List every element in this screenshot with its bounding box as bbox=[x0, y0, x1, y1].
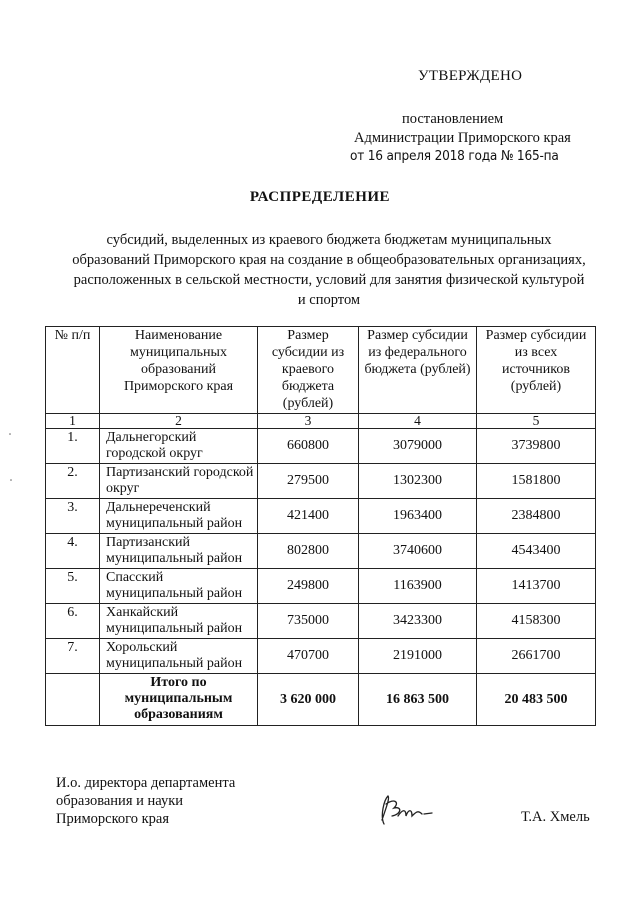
regional-amount: 279500 bbox=[258, 464, 359, 499]
regional-amount: 421400 bbox=[258, 499, 359, 534]
subsidy-distribution-table bbox=[45, 326, 596, 726]
regional-amount: 470700 bbox=[258, 639, 359, 674]
subtitle-line: расположенных в сельской местности, условий для занятия физической культурой bbox=[73, 272, 585, 288]
row-number: 1. bbox=[46, 429, 100, 464]
federal-amount: 1302300 bbox=[359, 464, 477, 499]
municipality-name: Дальнегорский городской округ bbox=[100, 429, 258, 464]
subtitle-line: и спортом bbox=[297, 292, 361, 308]
table-row bbox=[46, 569, 596, 604]
header-municipality-label: Наименование муниципальных образований Приморского края bbox=[123, 328, 234, 394]
subtitle-line: субсидий, выделенных из краевого бюджета бюджетам муниципальных bbox=[106, 232, 552, 248]
federal-amount: 3423300 bbox=[359, 604, 477, 639]
municipality-name: Хорольский муниципальный район bbox=[100, 639, 258, 674]
total-amount: 4158300 bbox=[477, 604, 596, 639]
row-number: 2. bbox=[46, 464, 100, 499]
table-row bbox=[46, 604, 596, 639]
header-number: № п/п bbox=[46, 327, 100, 414]
municipality-name: Ханкайский муниципальный район bbox=[100, 604, 258, 639]
regional-amount: 735000 bbox=[258, 604, 359, 639]
federal-amount: 2191000 bbox=[359, 639, 477, 674]
header-federal bbox=[359, 327, 477, 414]
handwritten-signature bbox=[372, 790, 452, 832]
total-amount: 2661700 bbox=[477, 639, 596, 674]
decree-line-2: Администрации Приморского края bbox=[354, 130, 571, 146]
table-row bbox=[46, 534, 596, 569]
scan-artifact bbox=[8, 430, 14, 490]
signer-position-line: Приморского края bbox=[56, 811, 170, 827]
total-amount: 1413700 bbox=[477, 569, 596, 604]
municipality-name: Спасский муниципальный район bbox=[100, 569, 258, 604]
regional-amount: 249800 bbox=[258, 569, 359, 604]
header-regional bbox=[258, 327, 359, 414]
header-all-sources-label: Размер субсидии из всех источников (рублей) bbox=[485, 328, 587, 394]
column-number: 4 bbox=[359, 414, 477, 429]
regional-amount: 802800 bbox=[258, 534, 359, 569]
row-number: 3. bbox=[46, 499, 100, 534]
header-municipality bbox=[100, 327, 258, 414]
header-federal-label: Размер субсидии из федерального бюджета (рублей) bbox=[364, 328, 471, 377]
table-row bbox=[46, 499, 596, 534]
subtitle-line: образований Приморского края на создание в общеобразовательных организациях, bbox=[72, 252, 586, 268]
column-number: 1 bbox=[46, 414, 100, 429]
regional-amount: 660800 bbox=[258, 429, 359, 464]
total-amount: 1581800 bbox=[477, 464, 596, 499]
total-amount: 3739800 bbox=[477, 429, 596, 464]
decree-date-number: от 16 апреля 2018 года № 165-па bbox=[350, 148, 559, 164]
table-row bbox=[46, 464, 596, 499]
document-title: РАСПРЕДЕЛЕНИЕ bbox=[249, 189, 391, 205]
federal-amount: 3740600 bbox=[359, 534, 477, 569]
total-amount: 4543400 bbox=[477, 534, 596, 569]
table-header-row bbox=[46, 327, 596, 414]
table-row bbox=[46, 429, 596, 464]
total-row bbox=[46, 674, 596, 726]
decree-line-1: постановлением bbox=[402, 111, 504, 127]
municipality-name: Партизанский муниципальный район bbox=[100, 534, 258, 569]
header-all-sources bbox=[477, 327, 596, 414]
total-federal: 16 863 500 bbox=[359, 674, 477, 726]
row-number: 7. bbox=[46, 639, 100, 674]
header-regional-label: Размер субсидии из краевого бюджета (рублей) bbox=[271, 328, 345, 411]
total-regional: 3 620 000 bbox=[258, 674, 359, 726]
total-number-cell bbox=[46, 674, 100, 726]
signer-position-line: образования и науки bbox=[56, 793, 184, 809]
column-number: 2 bbox=[100, 414, 258, 429]
signer-position bbox=[56, 774, 235, 828]
row-number: 5. bbox=[46, 569, 100, 604]
document-subtitle bbox=[40, 230, 618, 310]
approval-stamp: УТВЕРЖДЕНО bbox=[418, 68, 523, 84]
municipality-name: Партизанский городской округ bbox=[100, 464, 258, 499]
signer-position-line: И.о. директора департамента bbox=[56, 775, 236, 791]
row-number: 6. bbox=[46, 604, 100, 639]
total-amount: 2384800 bbox=[477, 499, 596, 534]
total-label-text: Итого по муниципальным образованиям bbox=[124, 675, 233, 722]
federal-amount: 1163900 bbox=[359, 569, 477, 604]
column-number: 5 bbox=[477, 414, 596, 429]
total-label bbox=[100, 674, 258, 726]
municipality-name: Дальнереченский муниципальный район bbox=[100, 499, 258, 534]
signer-name: Т.А. Хмель bbox=[521, 809, 590, 825]
federal-amount: 3079000 bbox=[359, 429, 477, 464]
total-all-sources: 20 483 500 bbox=[477, 674, 596, 726]
row-number: 4. bbox=[46, 534, 100, 569]
table-row bbox=[46, 639, 596, 674]
column-number: 3 bbox=[258, 414, 359, 429]
column-numbers-row bbox=[46, 414, 596, 429]
federal-amount: 1963400 bbox=[359, 499, 477, 534]
